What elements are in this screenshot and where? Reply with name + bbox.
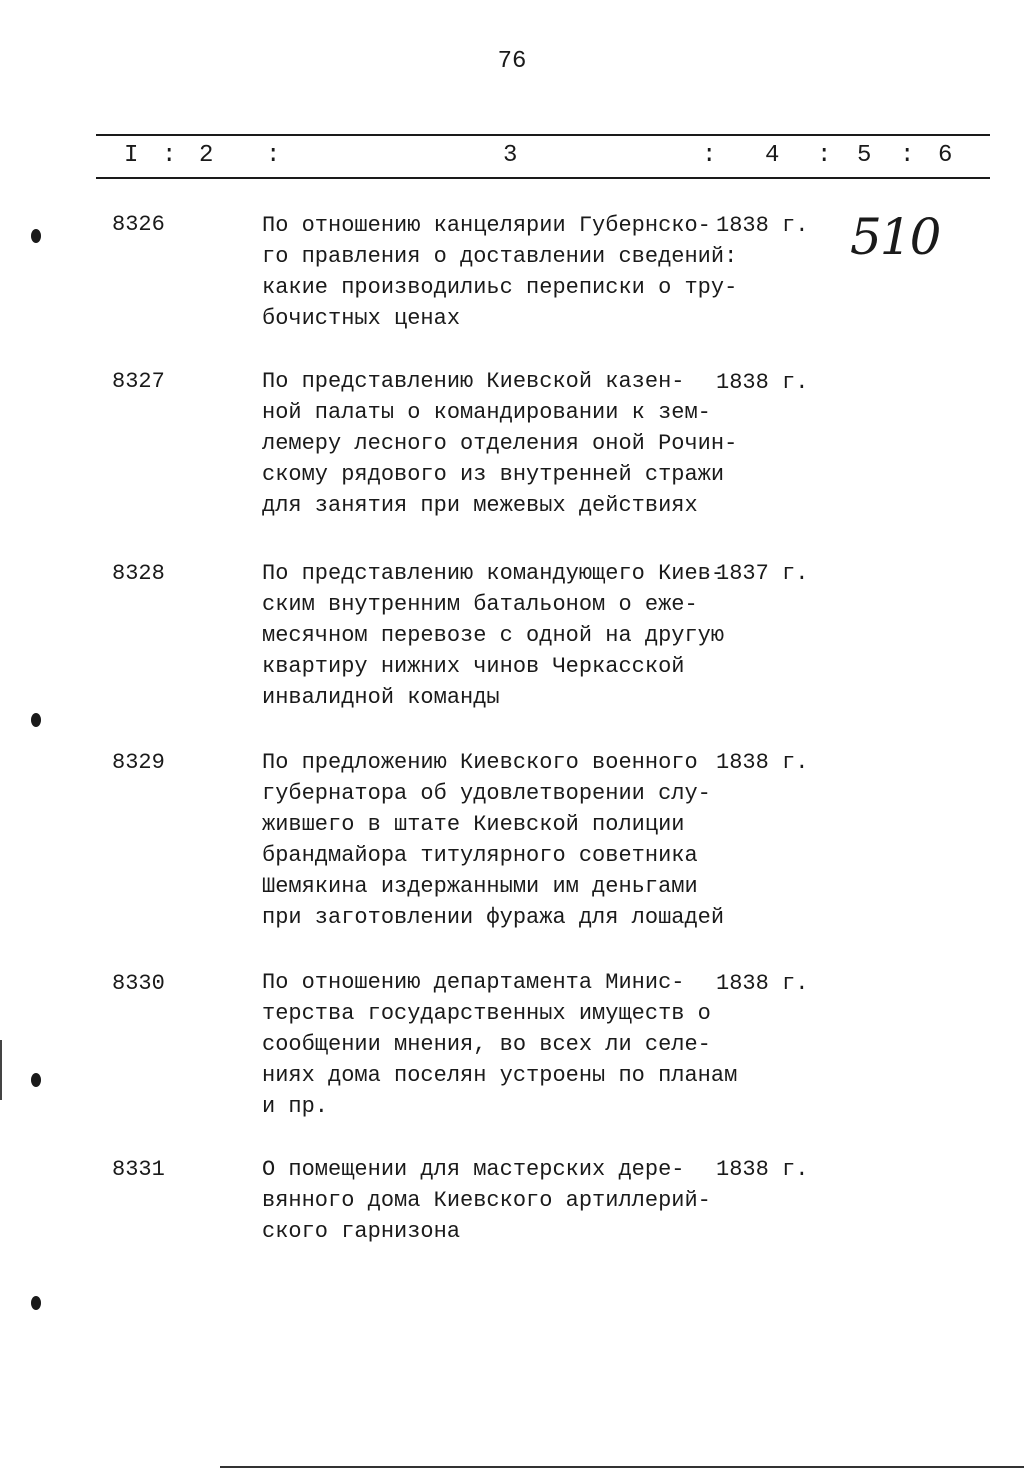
punch-hole-mark [31,229,41,243]
header-sep-4: : [817,142,832,169]
entry-description: По отношению канцелярии Губернско- го правления о доставлении сведений: какие производилиьс переписки о тру- бочистных ценах [262,213,738,331]
entry-number: 8327 [112,369,165,394]
entry-number: 8330 [112,971,165,996]
entry-number: 8329 [112,750,165,775]
entry-number: 8328 [112,561,165,586]
entry-description: По отношению департамента Минис- терства государственных имуществ о сообщении мнения, во всех ли селе- ниях дома поселян устроены по планам и пр. [262,970,738,1119]
entry-year: 1837 г. [716,561,809,586]
scan-bottom-line [220,1466,1024,1468]
header-col-3: 3 [503,142,518,169]
header-col-5: 5 [857,142,872,169]
punch-hole-mark [31,713,41,727]
header-col-2: 2 [199,142,214,169]
scan-edge-line [0,1040,2,1100]
punch-hole-mark [31,1073,41,1087]
entry-year: 1838 г. [716,213,809,238]
entry-description: По предложению Киевского военного губернатора об удовлетворении слу- жившего в штате Киевской полиции брандмайора титулярного советника Шемякина издержанными им деньгами при заготовлении фуража для лошадей [262,750,725,930]
entry-year: 1838 г. [716,370,809,395]
entry-description: По представлению Киевской казен- ной палаты о командировании к зем- лемеру лесного отделения оной Рочин- скому рядового из внутренней стражи для занятия при межевых действиях [262,369,738,518]
entry-description: По представлению командующего Киев- ским внутренним батальоном о ежe- месячном перевозе с одной на другую квартиру нижних чинов Черкасской инвалидной команды [262,561,725,710]
header-sep-1: : [162,142,177,169]
header-top-rule [96,134,990,136]
header-col-4: 4 [765,142,780,169]
header-bottom-rule [96,177,990,179]
punch-hole-mark [31,1296,41,1310]
handwritten-annotation: 510 [850,208,940,266]
entry-number: 8331 [112,1157,165,1182]
entry-year: 1838 г. [716,750,809,775]
header-col-6: 6 [938,142,953,169]
entry-description: О помещении для мастерских дере- вянного дома Киевского артиллерий- ского гарнизона [262,1157,711,1244]
header-sep-3: : [702,142,717,169]
header-col-1: I [124,142,139,169]
header-sep-2: : [266,142,281,169]
entry-number: 8326 [112,212,165,237]
page-number: 76 [497,48,527,75]
entry-year: 1838 г. [716,971,809,996]
entry-year: 1838 г. [716,1157,809,1182]
header-sep-5: : [900,142,915,169]
